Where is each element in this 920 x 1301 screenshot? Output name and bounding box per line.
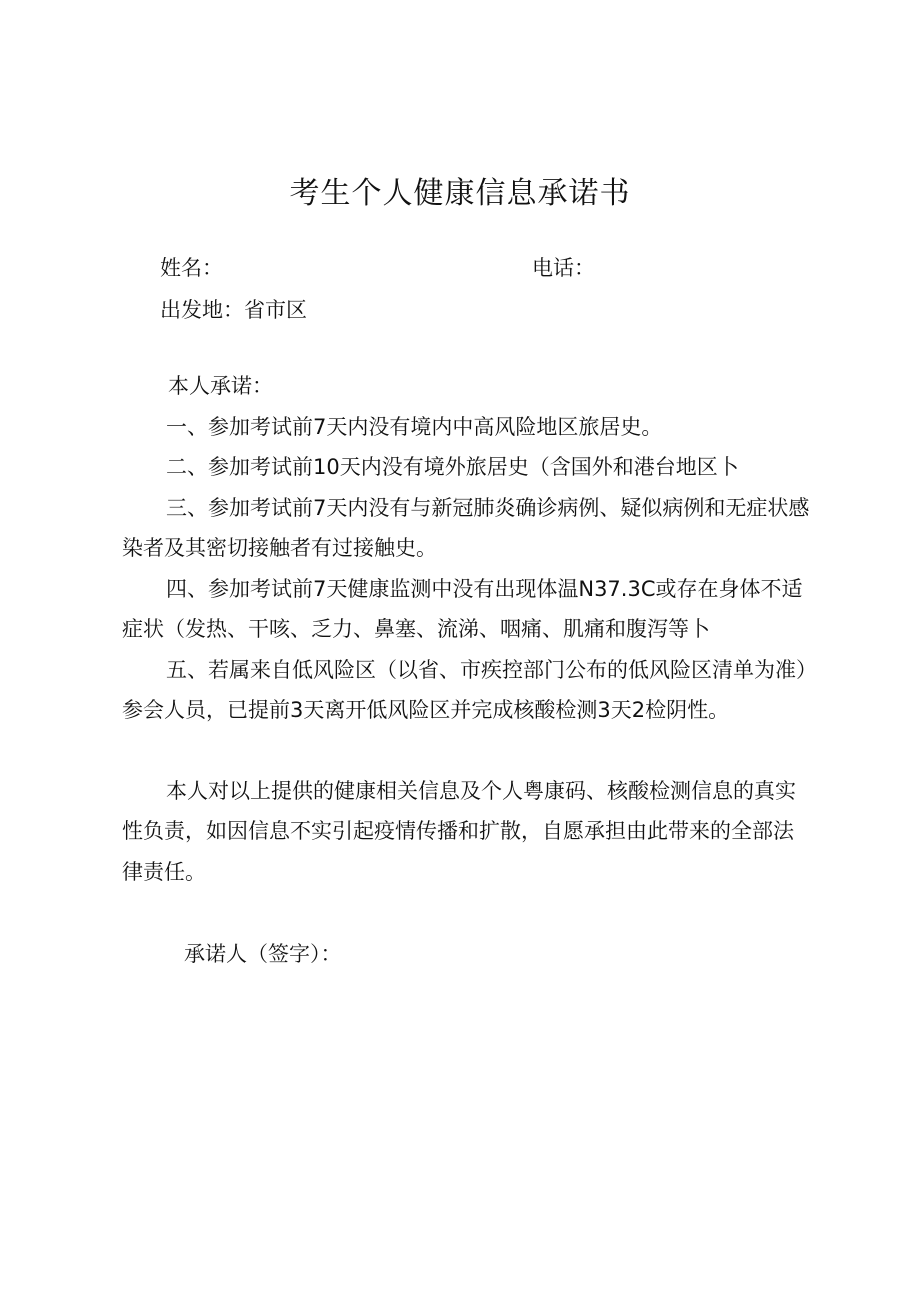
commitment-item: 四、参加考试前7天健康监测中没有出现体温N37.3C或存在身体不适症状（发热、干咳、乏力、鼻塞、流涕、咽痛、肌痛和腹泻等卜 bbox=[122, 576, 803, 641]
origin-value: 省市区 bbox=[244, 298, 307, 322]
origin-field bbox=[160, 294, 307, 324]
commitment-item: 一、参加考试前7天内没有境内中高风险地区旅居史。 bbox=[166, 414, 663, 439]
name-label: 姓名： bbox=[160, 256, 223, 280]
commitment-item: 二、参加考试前10天内没有境外旅居史（含国外和港台地区卜 bbox=[166, 455, 739, 479]
paragraph-gap bbox=[122, 731, 812, 771]
signature-label: 承诺人（签字）： bbox=[184, 942, 342, 966]
commitment-item: 五、若属来自低风险区（以省、市疾控部门公布的低风险区清单为准）参会人员，已提前3天离开低风险区并完成核酸检测3天2检阴性。 bbox=[122, 657, 807, 722]
name-field bbox=[160, 252, 223, 282]
origin-label: 出发地： bbox=[160, 298, 244, 322]
responsibility-statement: 本人对以上提供的健康相关信息及个人粤康码、核酸检测信息的真实性负责，如因信息不实引起疫情传播和扩散，自愿承担由此带来的全部法律责任。 bbox=[122, 778, 796, 884]
phone-label: 电话： bbox=[532, 256, 595, 280]
commitment-item: 三、参加考试前7天内没有与新冠肺炎确诊病例、疑似病例和无症状感染者及其密切接触者有过接触史。 bbox=[122, 495, 810, 560]
document-title: 考生个人健康信息承诺书 bbox=[289, 176, 631, 211]
commitment-intro: 本人承诺： bbox=[168, 374, 273, 398]
commitment-body bbox=[122, 366, 812, 892]
phone-field bbox=[532, 252, 595, 282]
